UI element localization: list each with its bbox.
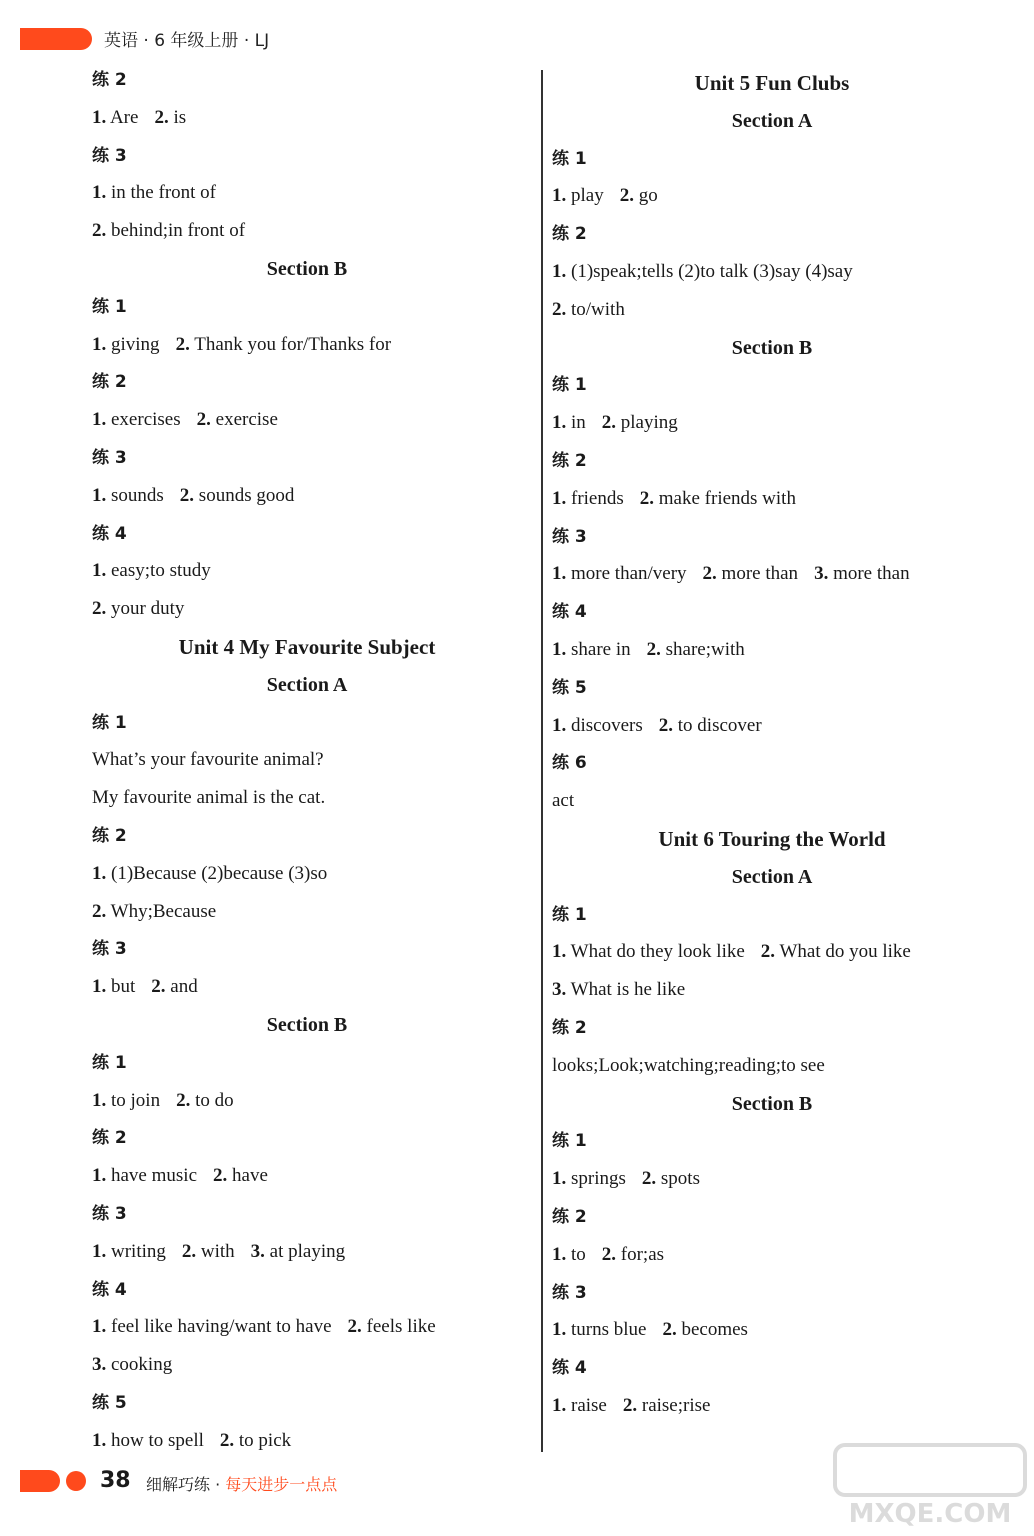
answer-text: (1)Because (2)because (3)so — [106, 862, 328, 884]
footer-separator: · — [210, 1475, 226, 1494]
answer-number: 2. — [658, 714, 674, 736]
answer-line — [92, 219, 245, 243]
exercise-label: 练 3 — [92, 1204, 127, 1224]
answer-number: 2. — [92, 220, 107, 242]
answer-text: writing — [106, 1240, 166, 1262]
answer-text: Are — [106, 106, 139, 128]
answer-number: 1. — [92, 409, 107, 431]
answer-number: 2. — [662, 1319, 677, 1341]
watermark-text: MXQE.COM — [848, 1499, 1012, 1529]
answer-text: exercise — [210, 409, 278, 431]
answer-text: for;as — [616, 1243, 665, 1265]
answer-text: springs — [566, 1168, 626, 1190]
exercise-label: 练 2 — [552, 1018, 587, 1038]
exercise-label: 练 4 — [552, 1358, 587, 1379]
answer-number: 2. — [639, 487, 655, 509]
answer-number: 2. — [601, 412, 617, 434]
section-heading: Section B — [266, 1014, 348, 1036]
answer-text: more than — [716, 563, 799, 585]
answer-number: 2. — [176, 1089, 191, 1111]
answer-number: 1. — [552, 487, 567, 509]
exercise-label: 练 2 — [552, 451, 587, 471]
exercise-label: 练 1 — [552, 904, 587, 925]
answer-number: 2. — [196, 409, 211, 431]
answer-line — [92, 1240, 345, 1264]
answer-text: exercises — [106, 409, 181, 431]
section-heading: Section B — [266, 258, 348, 280]
answer-number: 2. — [151, 976, 166, 998]
answer-number: 1. — [92, 1240, 107, 1262]
answer-line — [552, 1167, 700, 1191]
answer-number: 2. — [760, 941, 776, 963]
answer-line: My favourite animal is the cat. — [92, 787, 326, 809]
answer-number: 2. — [646, 639, 661, 660]
exercise-label: 练 2 — [92, 372, 127, 393]
exercise-label: 练 3 — [552, 526, 587, 547]
answer-text: to/with — [566, 298, 625, 320]
answer-number: 1. — [552, 714, 567, 736]
answer-text: in — [566, 412, 586, 434]
exercise-label: 练 2 — [552, 224, 587, 245]
answer-line — [92, 484, 294, 508]
site-watermark-logo — [830, 1440, 1030, 1530]
answer-text: giving — [106, 333, 160, 355]
answer-text: to do — [190, 1089, 234, 1111]
answer-text: Thank you for/Thanks for — [189, 333, 392, 355]
answer-number: 1. — [552, 563, 567, 585]
answer-number: 1. — [552, 1319, 567, 1341]
answer-line — [552, 1394, 710, 1418]
answer-number: 2. — [702, 563, 717, 585]
answer-line — [92, 597, 184, 621]
answer-line — [552, 298, 625, 322]
answer-number: 2. — [622, 1395, 638, 1416]
answer-text: Why;Because — [106, 900, 217, 922]
answer-number: 1. — [92, 1089, 107, 1111]
answer-line — [552, 638, 745, 662]
unit-heading: Unit 5 Fun Clubs — [694, 71, 850, 95]
answer-number: 2. — [213, 1165, 228, 1187]
answer-number: 2. — [179, 484, 195, 506]
answer-number: 2. — [347, 1316, 362, 1338]
answer-text: with — [196, 1240, 235, 1262]
exercise-label: 练 3 — [92, 448, 127, 468]
exercise-label: 练 3 — [92, 145, 127, 166]
answer-number: 3. — [814, 563, 829, 585]
exercise-label: 练 2 — [92, 826, 127, 846]
answer-number: 1. — [92, 333, 107, 355]
section-heading: Section A — [731, 865, 813, 888]
answer-text: your duty — [106, 598, 185, 620]
footer-dot — [66, 1471, 86, 1491]
answer-line — [92, 181, 216, 205]
answer-line — [92, 408, 278, 432]
answer-text: have music — [106, 1165, 198, 1187]
answer-line — [552, 487, 796, 511]
exercise-label: 练 3 — [552, 1282, 587, 1303]
answer-number: 1. — [92, 484, 107, 506]
answer-text: becomes — [676, 1319, 748, 1341]
page-header-title: 英语 · 6 年级上册 · LJ — [104, 31, 270, 51]
answer-line — [92, 1164, 268, 1188]
answer-number: 2. — [92, 598, 107, 620]
answer-number: 1. — [552, 412, 567, 434]
section-heading: Section A — [731, 109, 813, 132]
answer-text: but — [106, 976, 136, 998]
answer-text: What do you like — [775, 941, 911, 963]
answer-text: sounds good — [194, 484, 295, 506]
answer-text: What do they look like — [566, 941, 745, 963]
answer-line — [92, 333, 391, 357]
exercise-label: 练 5 — [92, 1393, 127, 1413]
answer-number: 2. — [181, 1240, 197, 1262]
exercise-label: 练 5 — [552, 677, 587, 698]
answer-number: 2. — [641, 1168, 657, 1190]
answer-text: to pick — [234, 1429, 292, 1451]
answer-number: 1. — [92, 106, 107, 128]
answer-text: easy;to study — [106, 560, 211, 582]
exercise-label: 练 3 — [92, 939, 127, 960]
answer-line — [552, 940, 911, 964]
answer-number: 1. — [92, 976, 107, 998]
exercise-label: 练 4 — [92, 523, 127, 544]
answer-text: more than — [828, 563, 910, 585]
answer-text: to discover — [673, 714, 762, 736]
answer-line — [92, 862, 327, 886]
answer-line — [92, 106, 186, 130]
answer-line — [92, 1353, 172, 1377]
answer-text: in the front of — [106, 182, 217, 204]
answer-number: 3. — [250, 1240, 265, 1262]
answer-number: 1. — [552, 261, 567, 282]
exercise-label: 练 4 — [92, 1279, 127, 1300]
answer-text: feel like having/want to have — [106, 1316, 332, 1338]
unit-heading: Unit 4 My Favourite Subject — [178, 635, 436, 659]
answer-line — [92, 1089, 234, 1113]
answer-line — [92, 1315, 436, 1339]
answer-number: 1. — [92, 862, 107, 884]
answer-line — [92, 1429, 291, 1453]
answer-number: 3. — [92, 1354, 107, 1376]
answer-text: more than/very — [566, 563, 687, 585]
section-heading: Section A — [266, 673, 348, 696]
answer-line — [552, 260, 853, 284]
exercise-label: 练 1 — [92, 296, 127, 317]
answer-text: playing — [616, 412, 678, 434]
answer-text: discovers — [566, 714, 643, 736]
answer-text: play — [566, 185, 604, 207]
page-number: 38 — [100, 1468, 131, 1493]
answer-line: looks;Look;watching;reading;to see — [552, 1054, 825, 1076]
answer-number: 3. — [552, 979, 567, 1001]
exercise-label: 练 1 — [92, 712, 127, 733]
answer-number: 1. — [552, 1168, 567, 1190]
answer-line — [552, 978, 685, 1002]
answer-text: cooking — [106, 1354, 173, 1376]
answer-line — [92, 900, 216, 924]
answer-line — [552, 1243, 664, 1267]
answer-number: 2. — [154, 106, 169, 128]
answer-text: share in — [566, 639, 631, 660]
exercise-label: 练 6 — [552, 753, 587, 774]
answer-number: 2. — [619, 185, 634, 207]
answer-line — [552, 714, 762, 738]
answer-text: sounds — [106, 484, 164, 506]
answer-text: spots — [656, 1168, 700, 1190]
answer-text: raise — [566, 1395, 607, 1416]
section-heading: Section B — [731, 1092, 813, 1115]
unit-heading: Unit 6 Touring the World — [658, 827, 886, 851]
footer-book-info — [146, 1472, 337, 1495]
exercise-label: 练 1 — [92, 1052, 127, 1073]
answer-text: how to spell — [106, 1429, 204, 1451]
footer-book-name: 细解巧练 — [146, 1475, 211, 1494]
answer-number: 1. — [552, 639, 567, 660]
answer-line — [92, 559, 211, 583]
answer-number: 1. — [552, 941, 567, 963]
section-heading: Section B — [731, 336, 813, 359]
answer-text: go — [633, 185, 658, 207]
answer-number: 1. — [552, 1243, 567, 1265]
exercise-label: 练 1 — [552, 148, 587, 169]
answer-number: 2. — [552, 298, 567, 320]
answer-text: feels like — [361, 1316, 436, 1338]
answer-line — [92, 975, 198, 999]
footer-color-bar — [20, 1470, 60, 1492]
exercise-label: 练 1 — [552, 1131, 587, 1152]
answer-line — [552, 184, 658, 208]
answer-text: is — [168, 106, 187, 128]
answer-number: 2. — [219, 1429, 235, 1451]
answer-number: 1. — [92, 1316, 107, 1338]
answer-text: (1)speak;tells (2)to talk (3)say (4)say — [566, 261, 853, 282]
answer-text: to join — [106, 1089, 161, 1111]
exercise-label: 练 1 — [552, 375, 587, 396]
answer-text: raise;rise — [637, 1395, 711, 1416]
answer-text: friends — [566, 487, 624, 509]
answer-number: 1. — [92, 1165, 107, 1187]
exercise-label: 练 4 — [552, 602, 587, 623]
footer-slogan: 每天进步一点点 — [225, 1475, 338, 1494]
answer-text: have — [227, 1165, 268, 1187]
answer-line — [552, 562, 910, 586]
answer-text: and — [165, 976, 198, 998]
answer-line: act — [552, 790, 575, 812]
column-divider — [541, 70, 543, 1452]
answer-text: at playing — [264, 1240, 346, 1262]
answer-line — [552, 411, 678, 435]
exercise-label: 练 2 — [92, 1128, 127, 1149]
answer-text: What is he like — [566, 979, 686, 1001]
answer-number: 2. — [92, 900, 107, 922]
answer-number: 1. — [92, 1429, 107, 1451]
answer-number: 2. — [175, 333, 190, 355]
answer-text: make friends with — [654, 487, 796, 509]
answer-text: share;with — [660, 639, 745, 660]
exercise-label: 练 2 — [552, 1207, 587, 1227]
answer-number: 1. — [92, 560, 107, 582]
answer-number: 2. — [601, 1243, 617, 1265]
answer-number: 1. — [92, 182, 107, 204]
answer-text: turns blue — [566, 1319, 647, 1341]
answer-number: 1. — [552, 1395, 567, 1416]
answer-number: 1. — [552, 185, 567, 207]
answer-text: to — [566, 1243, 586, 1265]
answer-line — [552, 1318, 748, 1342]
answer-line: What’s your favourite animal? — [92, 749, 324, 771]
answer-text: behind;in front of — [106, 220, 246, 242]
exercise-label: 练 2 — [92, 70, 127, 90]
header-color-bar — [20, 28, 92, 50]
